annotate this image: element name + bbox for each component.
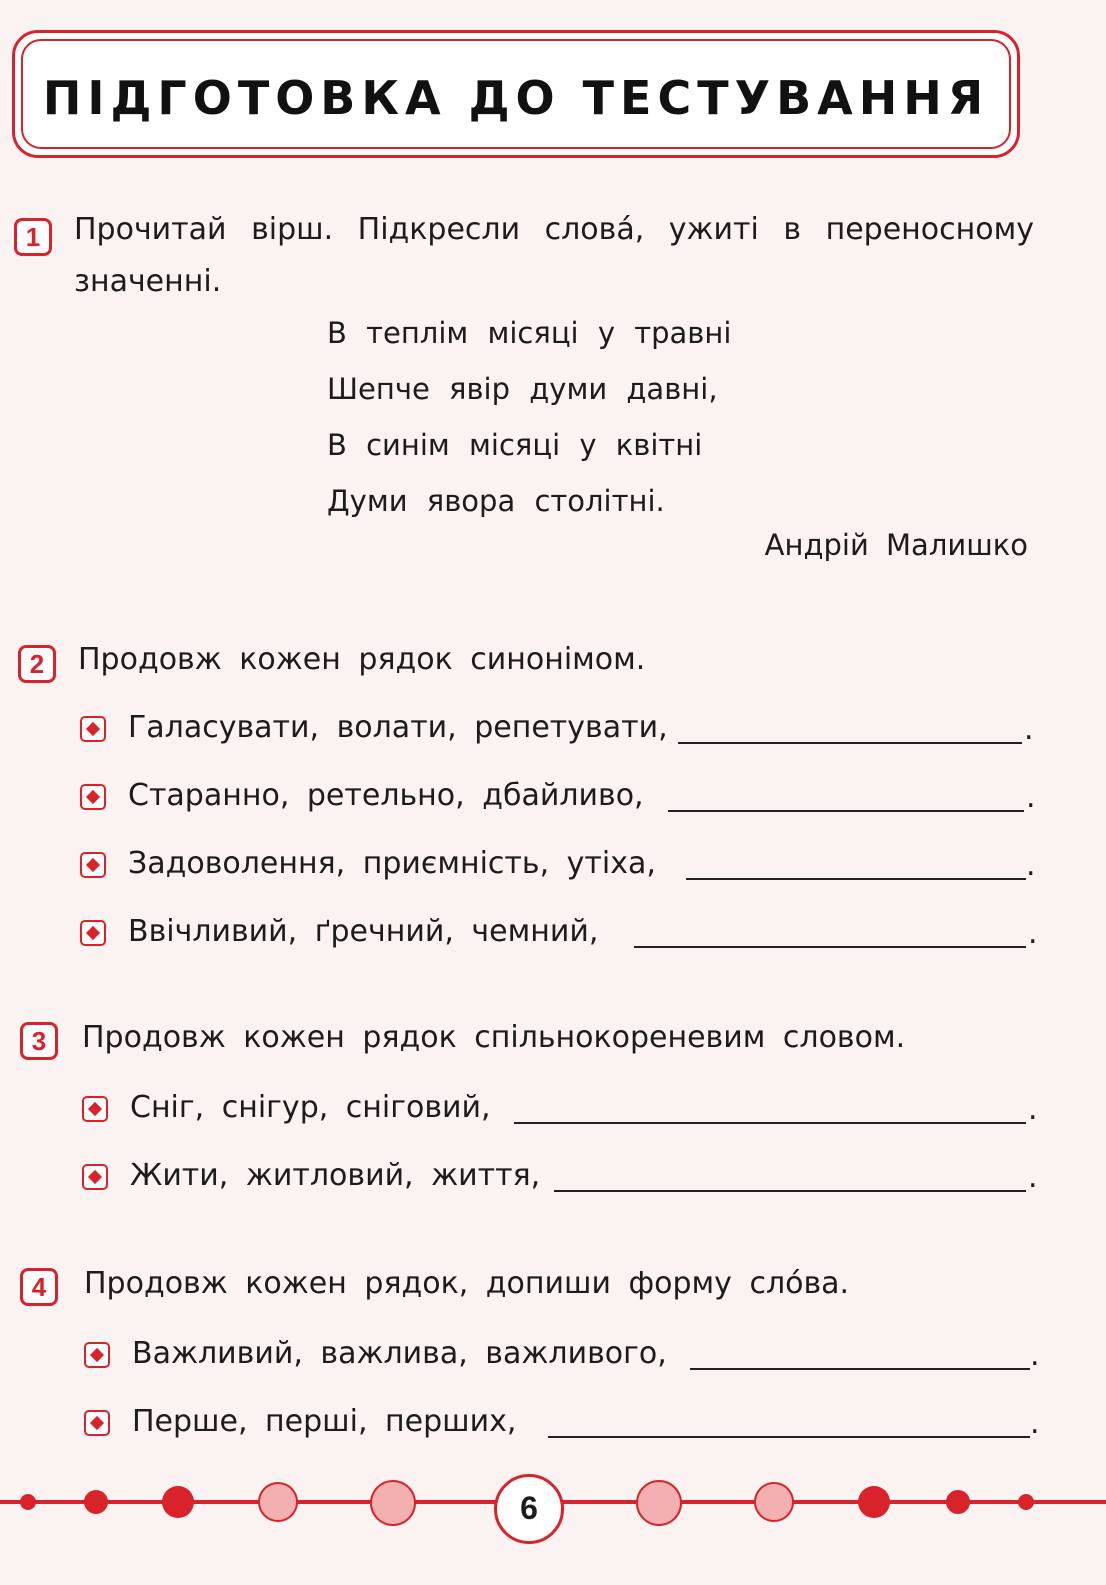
page-title: ПІДГОТОВКА ДО ТЕСТУВАННЯ: [42, 71, 990, 125]
diamond-bullet-icon: [82, 1096, 108, 1122]
task-3-item-2: [82, 1158, 1038, 1198]
task-4-instruction: Продовж кожен рядок, допиши форму сло́ва.: [84, 1266, 850, 1301]
poem-line-3: В синім місяці у квітні: [327, 428, 703, 462]
answer-blank[interactable]: [686, 878, 1026, 880]
poem-line-4: Думи явора столітні.: [327, 484, 665, 518]
task-4-number: 4: [20, 1268, 58, 1306]
poem-line-1: В теплім місяці у травні: [327, 316, 732, 350]
end-period: .: [1028, 916, 1038, 951]
answer-blank[interactable]: [554, 1190, 1026, 1192]
footer-dot: [1018, 1494, 1034, 1510]
task-1-number: 1: [14, 218, 52, 256]
task-4-item-2: [84, 1404, 1040, 1444]
diamond-bullet-icon: [80, 920, 106, 946]
task-2-item-3: [80, 846, 1036, 886]
task-2-item-2: [80, 778, 1036, 818]
page-number: 6: [494, 1474, 564, 1544]
task-2-item-4-text: Ввічливий, ґречний, чемний,: [128, 914, 599, 949]
task-2-item-2-text: Старанно, ретельно, дбайливо,: [128, 778, 644, 813]
diamond-bullet-icon: [80, 784, 106, 810]
answer-blank[interactable]: [634, 946, 1026, 948]
task-3-item-1-text: Сніг, снігур, сніговий,: [130, 1090, 491, 1125]
footer-dot: [258, 1482, 298, 1522]
end-period: .: [1024, 712, 1034, 747]
diamond-bullet-icon: [84, 1410, 110, 1436]
task-3-number: 3: [20, 1022, 58, 1060]
task-3-item-1: [82, 1090, 1038, 1130]
task-2-item-1-text: Галасувати, волати, репетувати,: [128, 710, 668, 745]
answer-blank[interactable]: [668, 810, 1024, 812]
end-period: .: [1028, 1092, 1038, 1127]
end-period: .: [1026, 780, 1036, 815]
diamond-bullet-icon: [80, 716, 106, 742]
footer-dot: [20, 1494, 36, 1510]
poem-line-2: Шепче явір думи давні,: [327, 372, 718, 406]
end-period: .: [1030, 1406, 1040, 1441]
answer-blank[interactable]: [678, 742, 1022, 744]
task-2-number: 2: [18, 645, 56, 683]
task-3-instruction: Продовж кожен рядок спільнокореневим словом.: [82, 1020, 906, 1055]
footer-dot: [636, 1480, 682, 1526]
diamond-bullet-icon: [84, 1342, 110, 1368]
end-period: .: [1030, 1338, 1040, 1373]
task-2-instruction: Продовж кожен рядок синонімом.: [78, 642, 646, 677]
footer-dot: [84, 1490, 108, 1514]
task-2-item-3-text: Задоволення, приємність, утіха,: [128, 846, 656, 881]
diamond-bullet-icon: [82, 1164, 108, 1190]
task-4-item-1-text: Важливий, важлива, важливого,: [132, 1336, 667, 1371]
end-period: .: [1028, 1160, 1038, 1195]
poem-author: Андрій Малишко: [764, 528, 1028, 562]
answer-blank[interactable]: [514, 1122, 1026, 1124]
footer-dot: [370, 1480, 416, 1526]
task-4-item-1: [84, 1336, 1040, 1376]
task-2-item-1: [80, 710, 1034, 750]
footer-dot: [754, 1482, 794, 1522]
task-2-item-4: [80, 914, 1038, 954]
task-1-instruction-line2: значенні.: [74, 264, 222, 299]
task-1-instruction-line1: Прочитай вірш. Підкресли слова́, ужиті в переносному: [74, 212, 1034, 247]
end-period: .: [1026, 848, 1036, 883]
footer-dot: [858, 1486, 890, 1518]
task-4-item-2-text: Перше, перші, перших,: [132, 1404, 517, 1439]
task-3-item-2-text: Жити, житловий, життя,: [130, 1158, 541, 1193]
answer-blank[interactable]: [690, 1368, 1030, 1370]
title-banner: [12, 30, 1020, 158]
footer-dot: [946, 1490, 970, 1514]
answer-blank[interactable]: [548, 1436, 1030, 1438]
diamond-bullet-icon: [80, 852, 106, 878]
footer-dot: [162, 1486, 194, 1518]
